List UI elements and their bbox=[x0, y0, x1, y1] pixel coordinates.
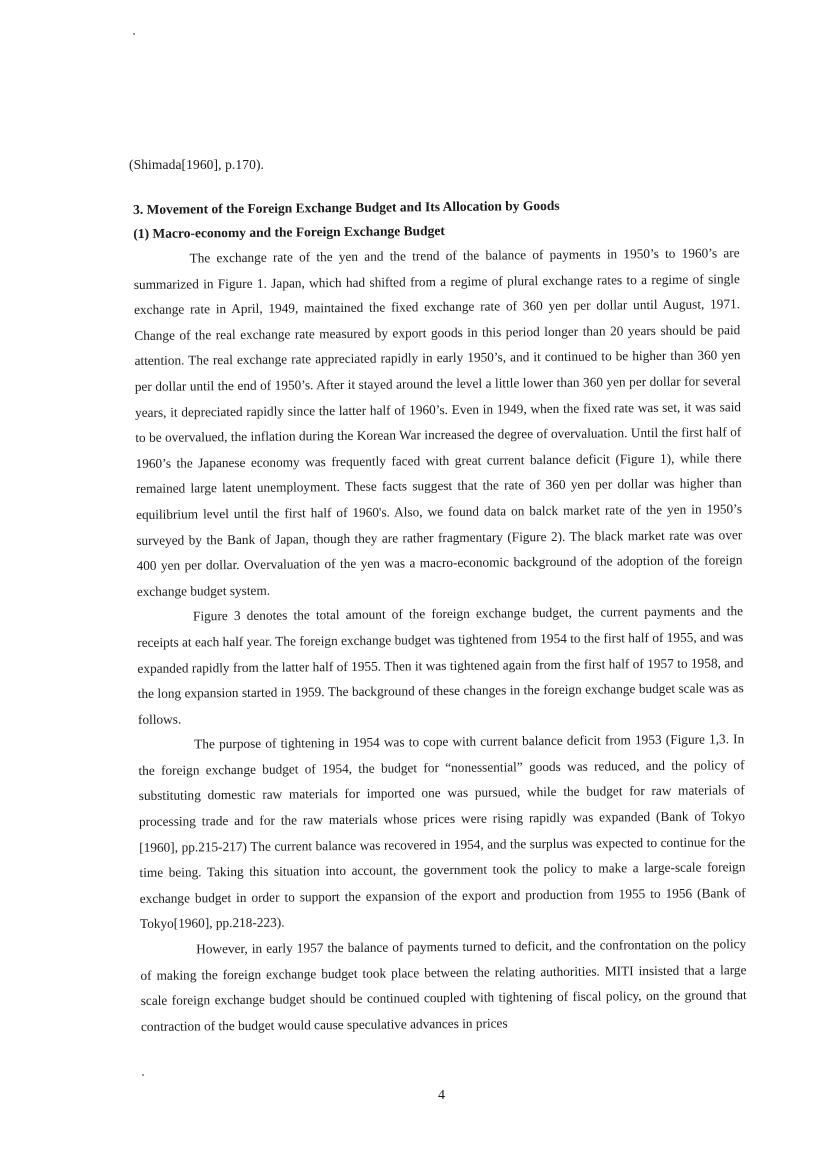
scan-speck bbox=[133, 33, 135, 35]
subsection-heading: (1) Macro-economy and the Foreign Exchange Budget bbox=[133, 223, 445, 241]
page-number: 4 bbox=[438, 1088, 445, 1103]
citation-line: (Shimada[1960], p.170). bbox=[129, 157, 265, 172]
paragraph-3: The purpose of tightening in 1954 was to cope with current balance deficit from 1953 (Figure 1,3. In the foreign exchange budget of 1954, the budget for “nonessential” goods was reduced, and the policy of substituting domestic raw materials for imported one was pursued, while the budget for raw materials of processing trade and for the raw materials whose prices were rising rapidly was expanded (Bank of Tokyo [1960], pp.215-217) The current balance was recovered in 1954, and the surplus was expected to continue for the time being. Taking this situation into account, the government took the policy to make a large-scale foreign exchange budget in order to support the expansion of the export and production from 1955 to 1956 (Bank of Tokyo[1960], pp.218-223). bbox=[138, 731, 746, 932]
paragraph-2: Figure 3 denotes the total amount of the foreign exchange budget, the current payments and the receipts at each half year. The foreign exchange budget was tightened from 1954 to the first half of 1955, and was expanded rapidly from the latter half of 1955. Then it was tightened again from the first half of 1957 to 1958, and the long expansion started in 1959. The background of these changes in the foreign exchange budget scale was as follows. bbox=[137, 603, 744, 727]
paragraph-1: The exchange rate of the yen and the trend of the balance of payments in 1950’s to 1960’s are summarized in Figure 1. Japan, which had shifted from a regime of plural exchange rates to a regime of single exchange rate in April, 1949, maintained the fixed exchange rate of 360 yen per dollar until August, 1971. Change of the real exchange rate measured by export goods in this period longer than 20 years should be paid attention. The real exchange rate appreciated rapidly in early 1950’s, and it continued to be higher than 360 yen per dollar until the end of 1950’s. After it stayed around the level a little lower than 360 yen per dollar for several years, it depreciated rapidly since the latter half of 1960’s. Even in 1949, when the fixed rate was set, it was said to be overvalued, the inflation during the Korean War increased the degree of overvaluation. Until the first half of 1960’s the Japanese economy was frequently faced with great current balance deficit (Figure 1), while there remained large latent unemployment. These facts suggest that the rate of 360 yen per dollar was higher than equilibrium level until the first half of 1960's. Also, we found data on balck market rate of the yen in 1950’s surveyed by the Bank of Japan, though they are rather fragmentary (Figure 2). The black market rate was over 400 yen per dollar. Overvaluation of the yen was a macro-economic background of the adoption of the foreign exchange budget system. bbox=[133, 245, 743, 599]
section-heading: 3. Movement of the Foreign Exchange Budget and Its Allocation by Goods bbox=[133, 197, 560, 217]
scan-speck bbox=[142, 1074, 144, 1076]
body-text bbox=[133, 192, 747, 1039]
paragraph-4: However, in early 1957 the balance of payments turned to deficit, and the confrontation on the policy of making the foreign exchange budget took place between the relating authorities. MITI insisted that a large scale foreign exchange budget should be continued coupled with tightening of fiscal policy, on the ground that contraction of the budget would cause speculative advances in prices bbox=[140, 936, 747, 1034]
